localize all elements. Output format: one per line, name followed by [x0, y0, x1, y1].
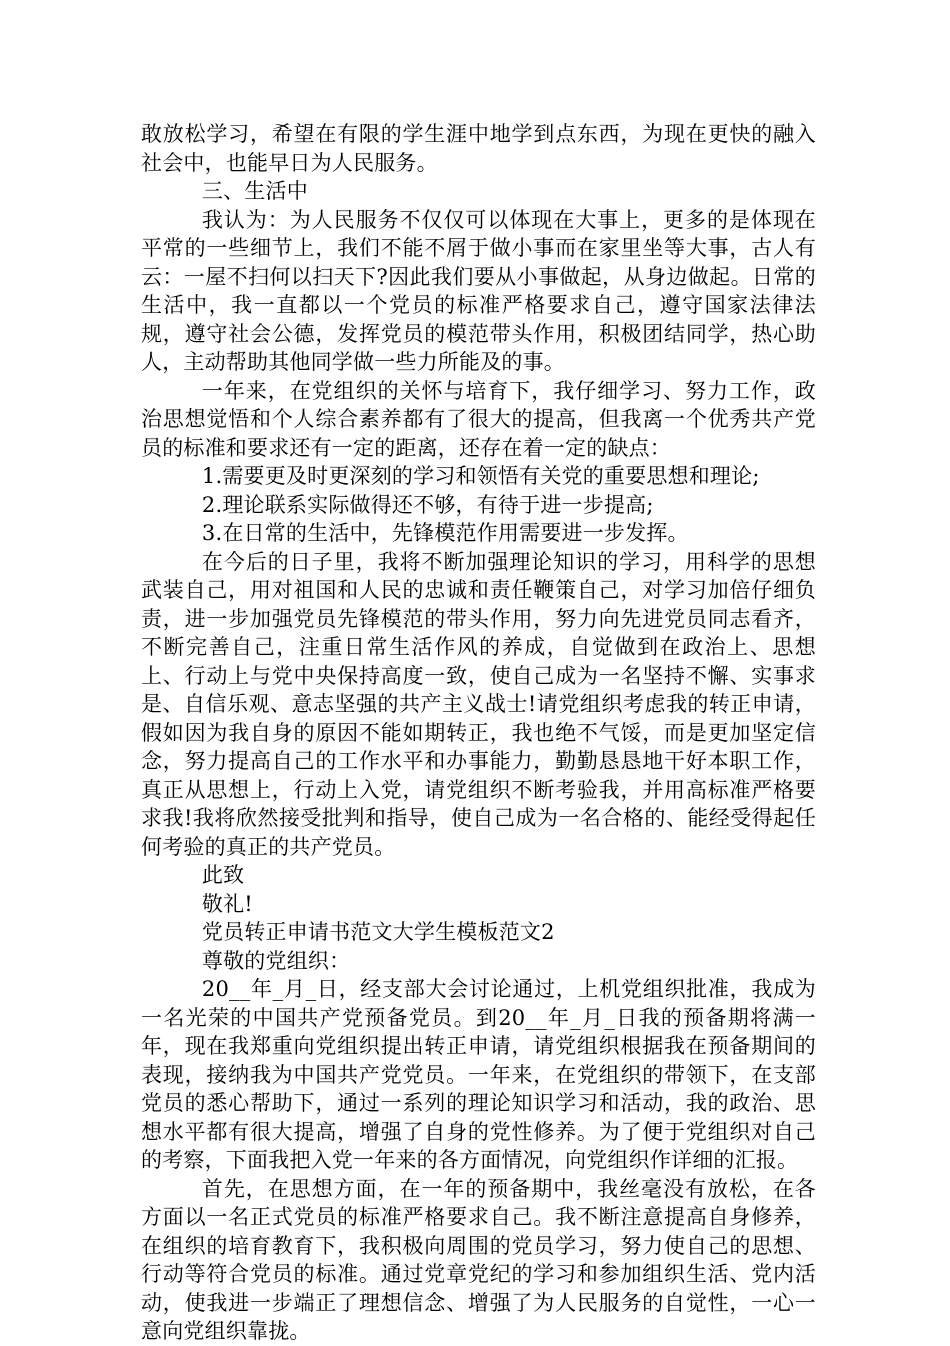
section-heading: 三、生活中 [201, 179, 308, 203]
section-title: 党员转正申请书范文大学生模板范文2 [201, 920, 555, 944]
list-item: 1.需要更及时更深刻的学习和领悟有关党的重要思想和理论; [201, 464, 760, 488]
document-body [141, 120, 816, 1346]
paragraph: 一年来，在党组织的关怀与培育下，我仔细学习、努力工作，政治思想觉悟和个人综合素养都有了很大的提高，但我离一个优秀共产党员的标准和要求还有一定的距离，还存在着一定的缺点： [141, 378, 816, 460]
paragraph: 在今后的日子里，我将不断加强理论知识的学习，用科学的思想武装自己，用对祖国和人民的忠诚和责任鞭策自己，对学习加倍仔细负责，进一步加强党员先锋模范的带头作用，努力向先进党员同志看齐，不断完善自己，注重日常生活作风的养成，自觉做到在政治上、思想上、行动上与党中央保持高度一致，使自己成为一名坚持不懈、实事求是、自信乐观、意志坚强的共产主义战士!请党组织考虑我的转正申请，假如因为我自身的原因不能如期转正，我也绝不气馁，而是更加坚定信念，努力提高自己的工作水平和办事能力，勤勤恳恳地干好本职工作，真正从思想上，行动上入党，请党组织不断考验我，并用高标准严格要求我!我将欣然接受批判和指导，使自己成为一名合格的、能经受得起任何考验的真正的共产党员。 [141, 549, 816, 859]
paragraph: 首先，在思想方面，在一年的预备期中，我丝毫没有放松，在各方面以一名正式党员的标准严格要求自己。我不断注意提高自身修养，在组织的培育教育下，我积极向周围的党员学习，努力使自己的思想、行动等符合党员的标准。通过党章党纪的学习和参加组织生活、党内活动，使我进一步端正了理想信念、增强了为人民服务的自觉性，一心一意向党组织靠拢。 [141, 1176, 816, 1343]
closing-salute: 敬礼! [201, 891, 253, 916]
paragraph: 20__年_月_日，经支部大会讨论通过，上机党组织批准，我成为一名光荣的中国共产党预备党员。到20__年_月_日我的预备期将满一年，现在我郑重向党组织提出转正申请，请党组织根据我在预备期间的表现，接纳我为中国共产党党员。一年来，在党组织的带领下，在支部党员的悉心帮助下，通过一系列的理论知识学习和活动，我的政治、思想水平都有很大提高，增强了自身的党性修养。为了便于党组织对自己的考察，下面我把入党一年来的各方面情况，向党组织作详细的汇报。 [141, 977, 816, 1172]
paragraph: 敢放松学习，希望在有限的学生涯中地学到点东西，为现在更快的融入社会中，也能早日为人民服务。 [141, 122, 816, 175]
salutation: 尊敬的党组织： [201, 948, 351, 973]
list-item: 2.理论联系实际做得还不够，有待于进一步提高; [201, 492, 654, 517]
paragraph: 我认为：为人民服务不仅仅可以体现在大事上，更多的是体现在平常的一些细节上，我们不能不屑于做小事而在家里坐等大事，古人有云：一屋不扫何以扫天下?因此我们要从小事做起，从身边做起。日常的生活中，我一直都以一个党员的标准严格要求自己，遵守国家法律法规，遵守社会公德，发挥党员的模范带头作用，积极团结同学，热心助人，主动帮助其他同学做一些力所能及的事。 [141, 207, 816, 374]
closing-line: 此致 [201, 863, 245, 887]
list-item: 3.在日常的生活中，先锋模范作用需要进一步发挥。 [201, 521, 689, 545]
